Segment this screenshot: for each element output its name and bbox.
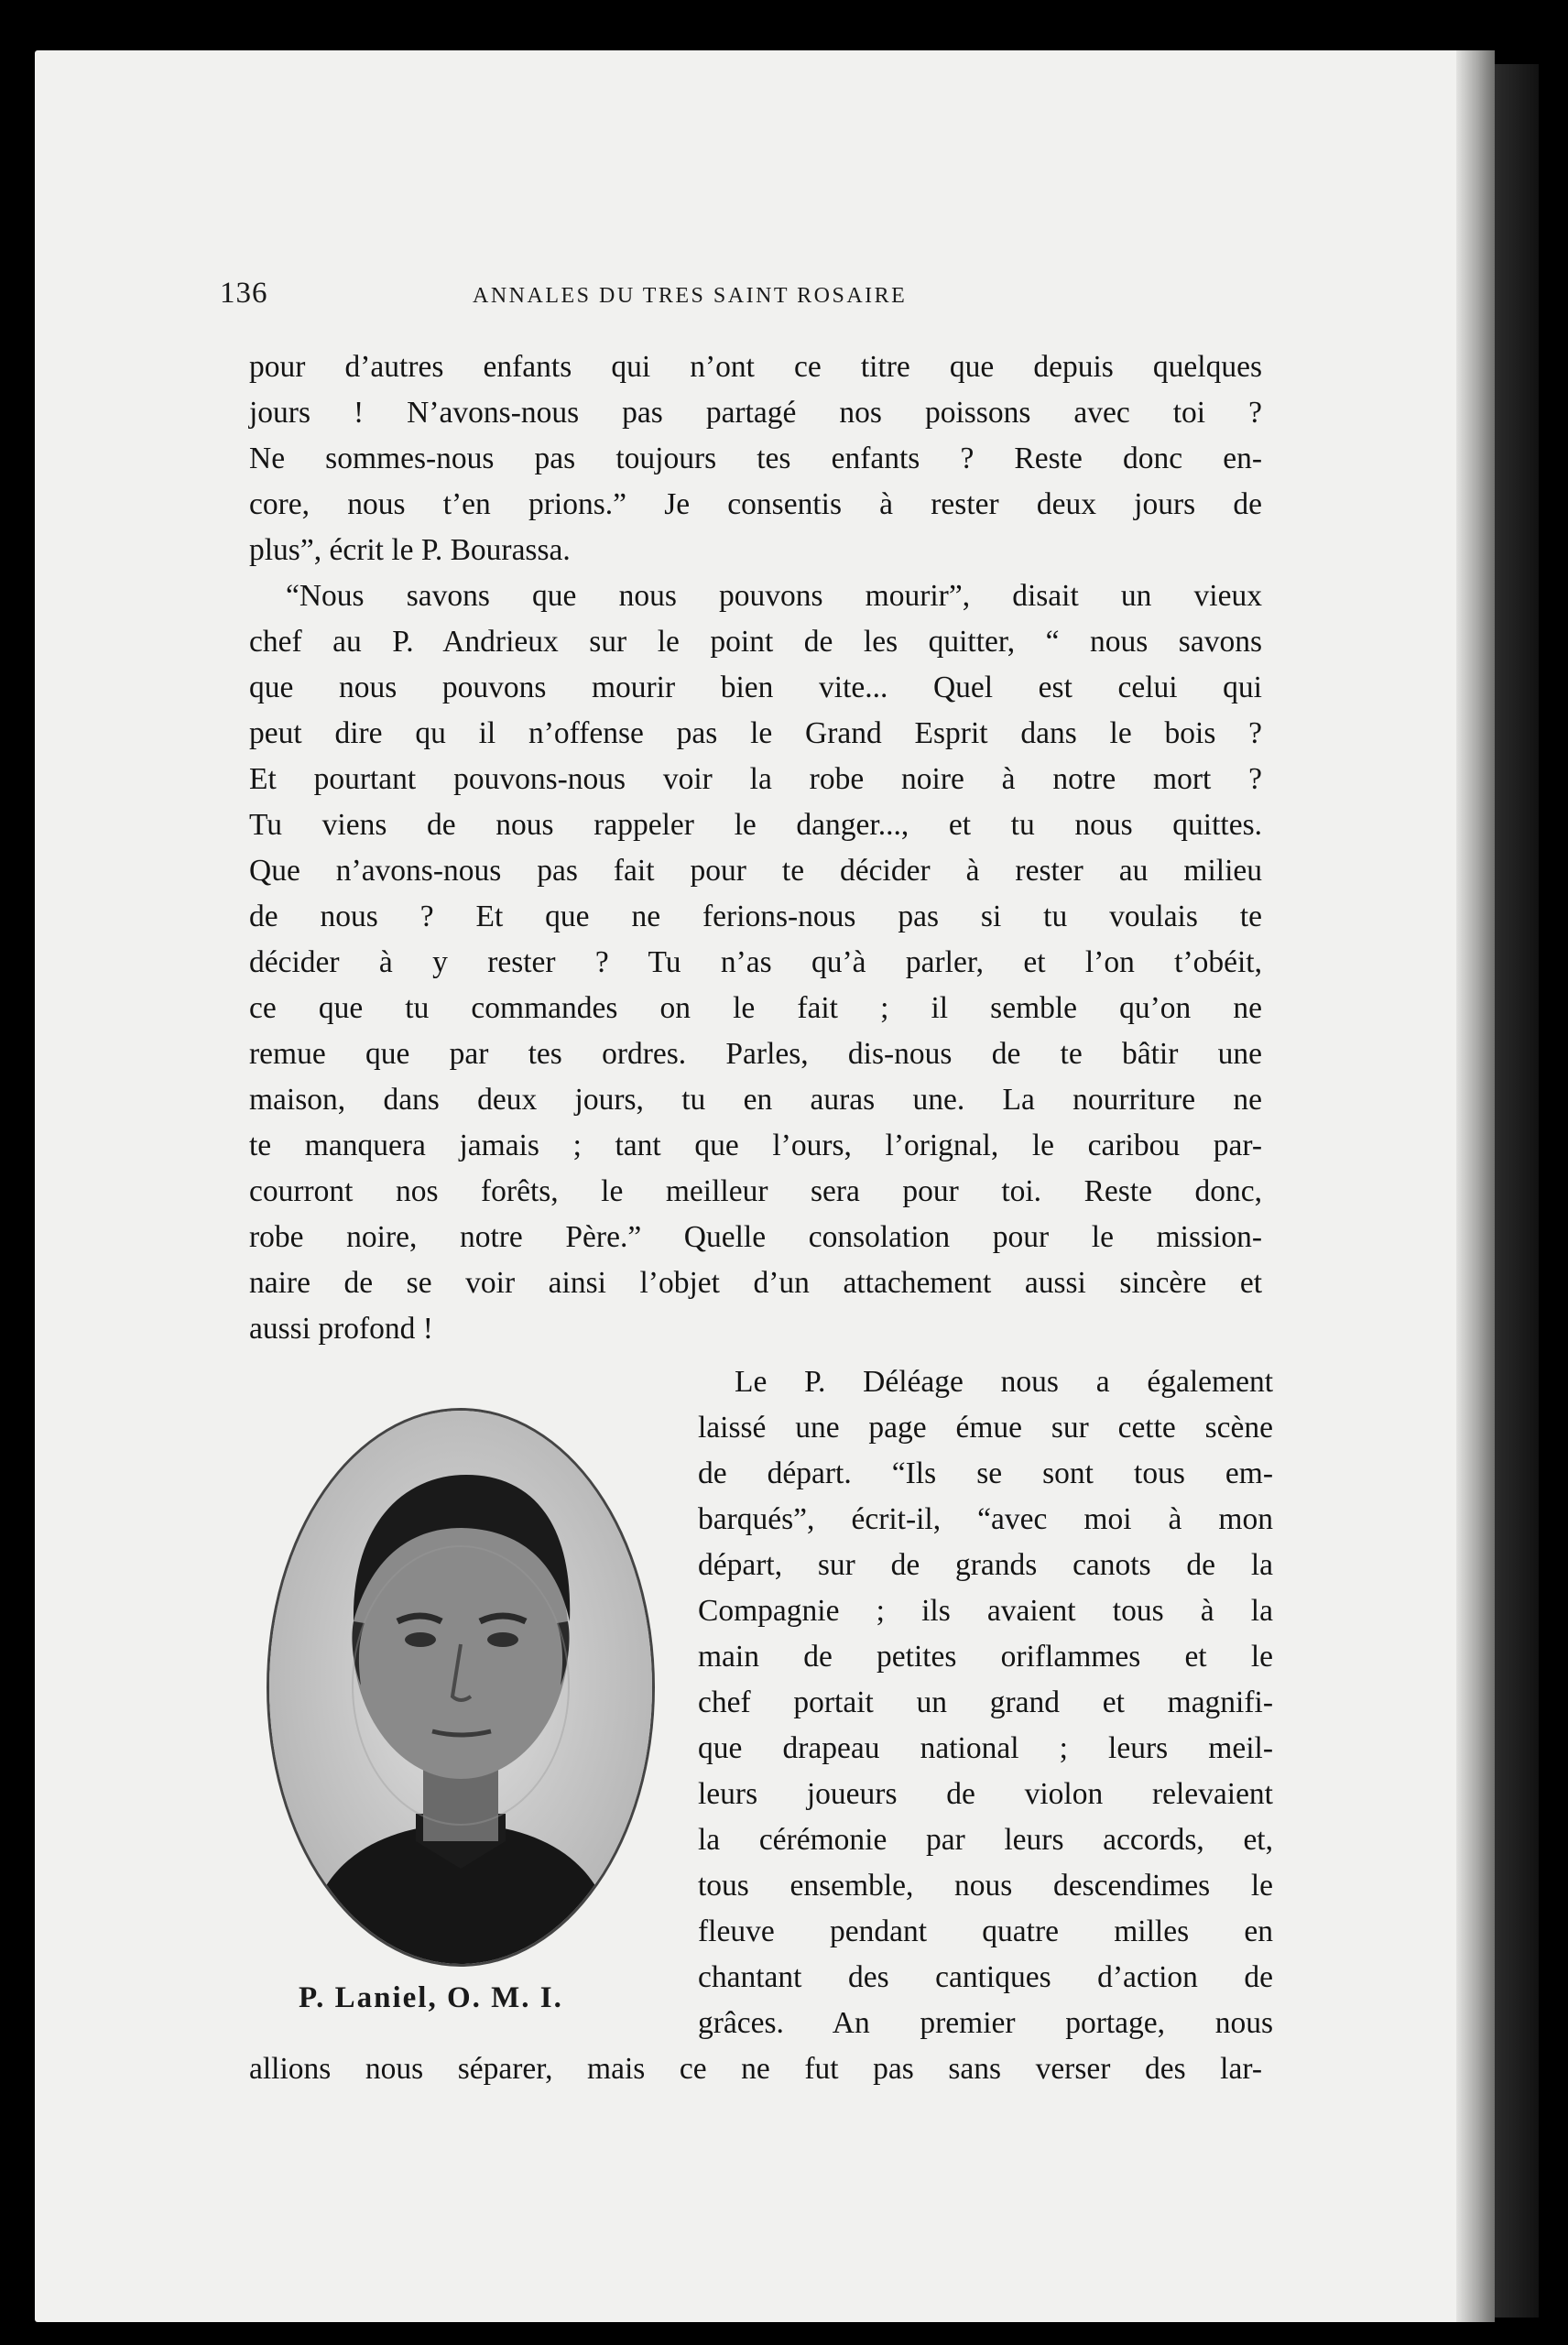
portrait-illustration (269, 1411, 652, 1964)
text-line: pour d’autres enfants qui n’ont ce titre que depuis quelques (249, 350, 1262, 384)
page-header (220, 277, 1044, 317)
column-line: Le P. Déléage nous a également (735, 1365, 1273, 1399)
column-line: que drapeau national ; leurs meil- (698, 1731, 1273, 1765)
text-line: Tu viens de nous rappeler le danger..., et tu nous quittes. (249, 808, 1262, 842)
running-title: ANNALES DU TRES SAINT ROSAIRE (473, 284, 908, 308)
text-line: aussi profond ! (249, 1312, 433, 1346)
column-line: fleuve pendant quatre milles en (698, 1914, 1273, 1948)
text-line: de nous ? Et que ne ferions-nous pas si tu voulais te (249, 900, 1262, 933)
page-gutter-shadow (1456, 50, 1495, 2322)
text-line: Que n’avons-nous pas fait pour te décider à rester au milieu (249, 854, 1262, 888)
text-line: core, nous t’en prions.” Je consentis à rester deux jours de (249, 487, 1262, 521)
text-line: robe noire, notre Père.” Quelle consolation pour le mission- (249, 1220, 1262, 1254)
text-line: maison, dans deux jours, tu en auras une. La nourriture ne (249, 1083, 1262, 1117)
column-line: barqués”, écrit-il, “avec moi à mon (698, 1502, 1273, 1536)
column-line: la cérémonie par leurs accords, et, (698, 1823, 1273, 1857)
column-line: laissé une page émue sur cette scène (698, 1411, 1273, 1445)
text-line: “Nous savons que nous pouvons mourir”, disait un vieux (286, 579, 1262, 613)
text-line: que nous pouvons mourir bien vite... Quel est celui qui (249, 671, 1262, 704)
column-line: grâces. An premier portage, nous (698, 2006, 1273, 2040)
column-line: Compagnie ; ils avaient tous à la (698, 1594, 1273, 1628)
column-line: chef portait un grand et magnifi- (698, 1685, 1273, 1719)
figure-caption: P. Laniel, O. M. I. (299, 1981, 563, 2014)
text-line: courront nos forêts, le meilleur sera pour toi. Reste donc, (249, 1174, 1262, 1208)
column-line: de départ. “Ils se sont tous em- (698, 1456, 1273, 1490)
column-line: chantant des cantiques d’action de (698, 1960, 1273, 1994)
text-line: Et pourtant pouvons-nous voir la robe noire à notre mort ? (249, 762, 1262, 796)
adjacent-page-edge (1495, 64, 1539, 2318)
text-line: peut dire qu il n’offense pas le Grand Esprit dans le bois ? (249, 716, 1262, 750)
portrait-photo (269, 1411, 652, 1964)
page-number: 136 (220, 277, 268, 310)
text-line: naire de se voir ainsi l’objet d’un attachement aussi sincère et (249, 1266, 1262, 1300)
text-line: ce que tu commandes on le fait ; il semble qu’on ne (249, 991, 1262, 1025)
column-line: tous ensemble, nous descendimes le (698, 1869, 1273, 1903)
column-line: départ, sur de grands canots de la (698, 1548, 1273, 1582)
text-line: te manquera jamais ; tant que l’ours, l’orignal, le caribou par- (249, 1129, 1262, 1162)
text-line: décider à y rester ? Tu n’as qu’à parler, et l’on t’obéit, (249, 945, 1262, 979)
text-line: plus”, écrit le P. Bourassa. (249, 533, 571, 567)
text-line: jours ! N’avons-nous pas partagé nos poissons avec toi ? (249, 396, 1262, 430)
column-line: leurs joueurs de violon relevaient (698, 1777, 1273, 1811)
column-line: main de petites oriflammes et le (698, 1640, 1273, 1674)
text-line: chef au P. Andrieux sur le point de les quitter, “ nous savons (249, 625, 1262, 659)
text-line: allions nous séparer, mais ce ne fut pas sans verser des lar- (249, 2052, 1262, 2086)
text-line: remue que par tes ordres. Parles, dis-nous de te bâtir une (249, 1037, 1262, 1071)
text-line: Ne sommes-nous pas toujours tes enfants ? Reste donc en- (249, 442, 1262, 475)
